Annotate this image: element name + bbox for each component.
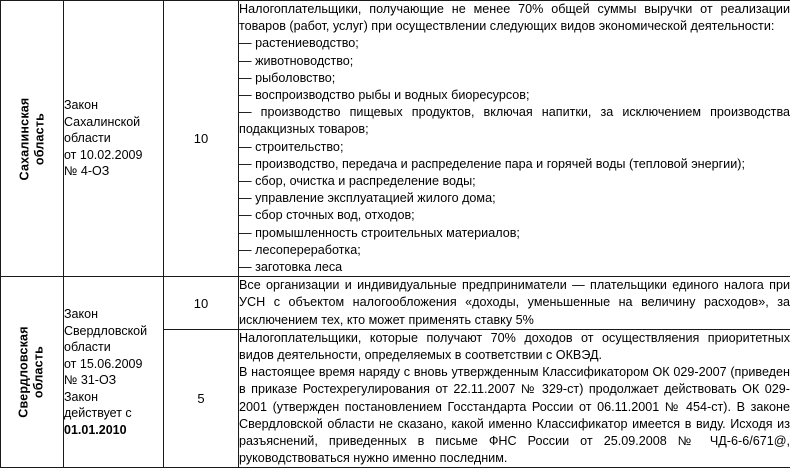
rate-value: 10 bbox=[194, 296, 208, 311]
law-line: Свердловской bbox=[64, 323, 163, 340]
conditions-cell-sakhalin bbox=[239, 1, 790, 277]
law-cell-sakhalin bbox=[64, 1, 164, 277]
list-item: — сбор, очистка и распределение воды; bbox=[239, 173, 790, 190]
list-item: — управление эксплуатацией жилого дома; bbox=[239, 190, 790, 207]
list-item: — строительство; bbox=[239, 139, 790, 156]
region-label-line1: Сахалинская bbox=[17, 97, 31, 180]
law-line: № 31-ОЗ bbox=[64, 372, 163, 389]
conditions-intro: Налогоплательщики, получающие не менее 70% общей суммы выручки от реализации товаров (работ, услуг) при осуществлении следующих видов экономической деятельности: bbox=[239, 1, 790, 35]
law-line: действует с bbox=[64, 405, 163, 422]
law-effective-date: 01.01.2010 bbox=[64, 422, 163, 439]
rate-value: 5 bbox=[197, 391, 204, 406]
list-item: — производство, передача и распределение пара и горячей воды (тепловой энергии); bbox=[239, 156, 790, 173]
rotated-label-wrap bbox=[1, 124, 63, 154]
law-line: от 15.06.2009 bbox=[64, 356, 163, 373]
region-label-line2: область bbox=[32, 97, 47, 180]
list-item: — рыболовство; bbox=[239, 70, 790, 87]
activity-list bbox=[239, 35, 790, 276]
law-cell-sverdlovsk bbox=[64, 277, 164, 468]
conditions-paragraph: Налогоплательщики, которые получают 70% доходов от осуществляения приоритетных видов деятельности, определяемых в соответствии с ОКВЭД. bbox=[239, 330, 790, 364]
list-item: — производство пищевых продуктов, включая напитки, за исключением производства подакцизных товаров; bbox=[239, 104, 790, 138]
law-line: Закон bbox=[64, 306, 163, 323]
law-line: от 10.02.2009 bbox=[64, 147, 163, 164]
table-row bbox=[1, 277, 790, 330]
list-item: — сбор сточных вод, отходов; bbox=[239, 207, 790, 224]
conditions-paragraph: В настоящее время наряду с вновь утвержденным Классификатором ОК 029-2007 (приведен в приказе Ростехрегулирования от 22.11.2007 № 329-ст) продолжает действовать ОК 029-2001 (утвержден постановлением Госстандарта России от 06.11.2001 № 454-ст). В законе Свердловской области не сказано, какой именно Классификатор имеется в виду. Исходя из разъяснений, приведенных в письме ФНС России от 25.09.2008 № ЧД-6-6/671@, руководствоваться нужно именно последним. bbox=[239, 364, 790, 467]
region-label bbox=[17, 327, 47, 418]
list-item: — животноводство; bbox=[239, 53, 790, 70]
list-item: — заготовка леса bbox=[239, 259, 790, 276]
region-label bbox=[17, 97, 47, 180]
rate-cell-sverdlovsk-5 bbox=[164, 329, 239, 468]
law-line: области bbox=[64, 339, 163, 356]
list-item: — промышленность строительных материалов; bbox=[239, 225, 790, 242]
list-item: — лесопереработка; bbox=[239, 242, 790, 259]
conditions-cell-sverdlovsk-5 bbox=[239, 329, 790, 468]
region-cell-sverdlovsk bbox=[1, 277, 64, 468]
rotated-label-wrap bbox=[1, 357, 63, 387]
law-line: Закон bbox=[64, 389, 163, 406]
region-label-line1: Свердловская bbox=[17, 327, 31, 418]
list-item: — воспроизводство рыбы и водных биоресурсов; bbox=[239, 87, 790, 104]
rate-cell-sakhalin-10 bbox=[164, 1, 239, 277]
conditions-cell-sverdlovsk-10 bbox=[239, 277, 790, 330]
law-line: Сахалинской bbox=[64, 114, 163, 131]
region-label-line2: область bbox=[32, 327, 47, 418]
law-line: № 4-ОЗ bbox=[64, 163, 163, 180]
region-cell-sakhalin bbox=[1, 1, 64, 277]
rate-value: 10 bbox=[194, 131, 208, 146]
table-row bbox=[1, 1, 790, 277]
law-line: области bbox=[64, 130, 163, 147]
law-line: Закон bbox=[64, 97, 163, 114]
list-item: — растениеводство; bbox=[239, 35, 790, 52]
rate-cell-sverdlovsk-10 bbox=[164, 277, 239, 330]
conditions-text: Все организации и индивидуальные предприниматели — плательщики единого налога при УСН с объектом налогообложения «доходы, уменьшенные на величину расходов», за исключением тех, кто может применять ставку 5% bbox=[239, 277, 790, 329]
